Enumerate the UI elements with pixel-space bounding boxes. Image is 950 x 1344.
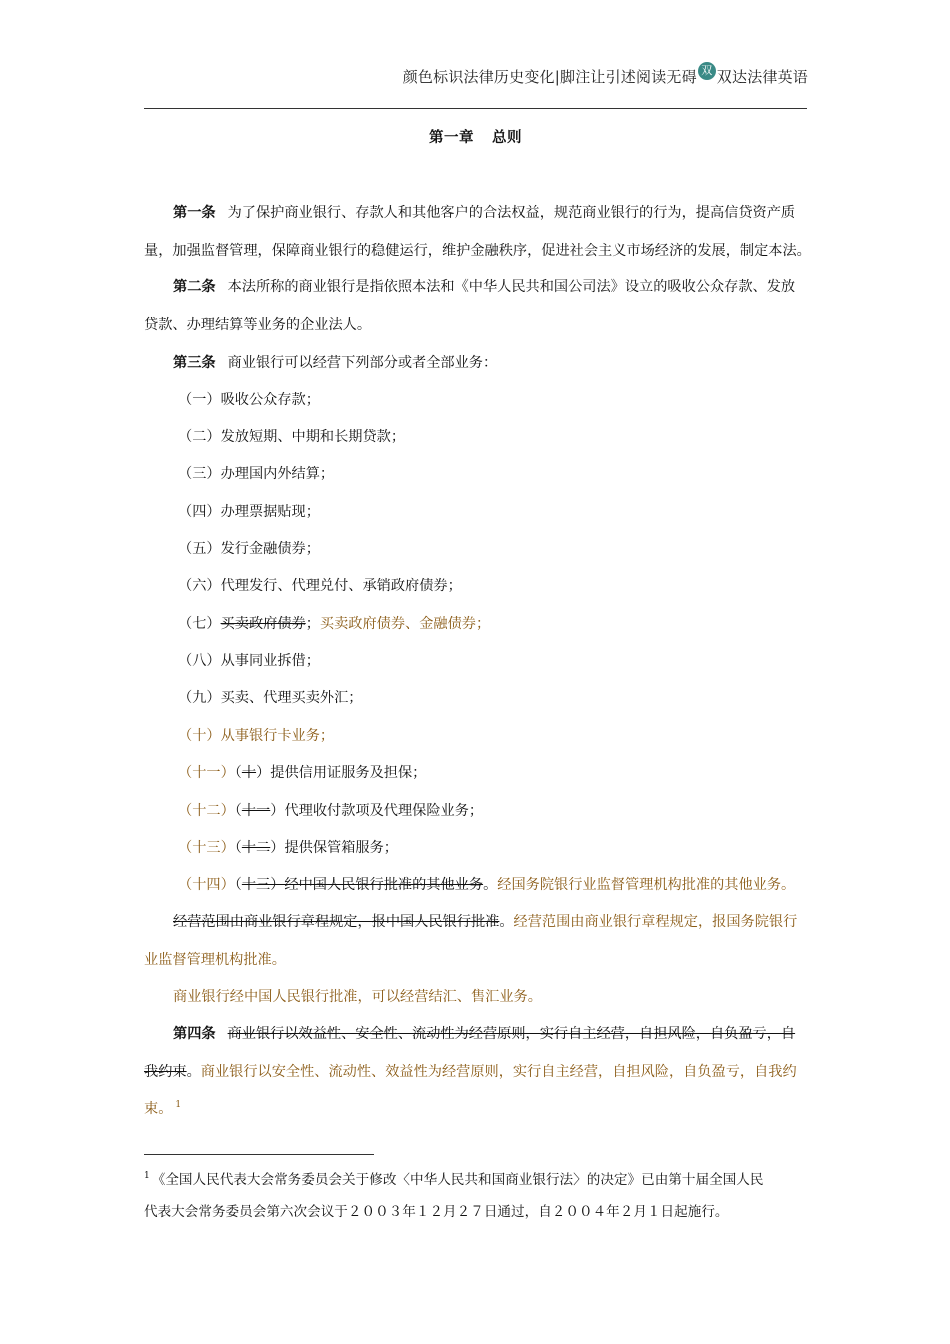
item-12-new-number: （十二） (178, 803, 235, 819)
footnote-line-1 (144, 1168, 807, 1188)
article-2-line-1 (173, 276, 807, 296)
article-4-line-2 (144, 1061, 807, 1081)
item-13-new-number: （十三） (178, 840, 235, 856)
article-1-label: 第一条 (173, 205, 216, 221)
item-4: （四）办理票据贴现； (178, 504, 320, 520)
item-13-old-number: 十二 (241, 840, 271, 856)
item-12-text: ）代理收付款项及代理保险业务； (270, 803, 484, 819)
item-9: （九）买卖、代理买卖外汇； (178, 690, 363, 706)
item-7-deleted: 买卖政府债券 (220, 616, 306, 632)
article-4-deleted-1: 商业银行以效益性、安全性、流动性为经营原则，实行自主经营，自担风险，自负盈亏，自 (227, 1026, 796, 1042)
item-14-sep: 。 (483, 877, 498, 893)
article-2-label: 第二条 (173, 279, 216, 295)
article-4-deleted-2: 我约束 (144, 1064, 187, 1080)
article-3-intro (173, 352, 836, 372)
item-14 (178, 874, 841, 894)
item-6: （六）代理发行、代理兑付、承销政府债券； (178, 578, 462, 594)
shuangda-logo-icon: 双 (698, 62, 716, 80)
item-11-old-number: 十 (241, 765, 257, 781)
scope-line-1 (173, 911, 836, 931)
footnote-rule (144, 1154, 374, 1155)
item-13-text: ）提供保管箱服务； (270, 840, 398, 856)
item-14-new-number: （十四） (178, 877, 235, 893)
item-12 (178, 800, 841, 820)
item-3: （三）办理国内外结算； (178, 466, 335, 482)
item-7 (178, 613, 841, 633)
item-14-added: 经国务院银行业监督管理机构批准的其他业务。 (497, 877, 796, 893)
chapter-number: 第一章 (429, 129, 474, 146)
header-rule (144, 108, 807, 109)
item-5: （五）发行金融债券； (178, 541, 320, 557)
item-11-paren: （ (234, 765, 242, 781)
article-1-line-2: 量，加强监督管理，保障商业银行的稳健运行，维护金融秩序，促进社会主义市场经济的发展，制定本法。 (144, 243, 811, 259)
item-13-paren: （ (234, 840, 242, 856)
article-4-label: 第四条 (173, 1026, 216, 1042)
header-text: 颜色标识法律历史变化|脚注让引述阅读无碍 (402, 68, 697, 86)
page-header (402, 63, 808, 87)
item-11-new-number: （十一） (178, 765, 235, 781)
header-brand: 双达法律英语 (716, 68, 808, 86)
item-7-number: （七） (178, 616, 221, 632)
fx-added: 商业银行经中国人民银行批准，可以经营结汇、售汇业务。 (173, 989, 542, 1005)
scope-deleted: 经营范围由商业银行章程规定，报中国人民银行批准 (173, 914, 500, 930)
article-2-line-2: 贷款、办理结算等业务的企业法人。 (144, 317, 372, 333)
item-2: （二）发放短期、中期和长期贷款； (178, 429, 406, 445)
article-2-text-1: 本法所称的商业银行是指依照本法和《中华人民共和国公司法》设立的吸收公众存款、发放 (227, 279, 796, 295)
scope-line-2: 业监督管理机构批准。 (144, 952, 286, 968)
article-4-added-2: 束。 (144, 1101, 173, 1117)
footnote-line-2: 代表大会常务委员会第六次会议于２００３年１２月２７日通过，自２００４年２月１日起施行。 (144, 1204, 729, 1220)
article-1-line-1 (173, 202, 807, 222)
article-3-intro-text: 商业银行可以经营下列部分或者全部业务： (227, 355, 498, 371)
chapter-heading (144, 126, 807, 147)
item-1: （一）吸收公众存款； (178, 392, 320, 408)
item-12-paren: （ (234, 803, 242, 819)
footnote-reference[interactable]: 1 (175, 1100, 182, 1111)
article-4-line-3 (144, 1098, 807, 1118)
item-11 (178, 762, 841, 782)
item-8: （八）从事同业拆借； (178, 653, 320, 669)
scope-added-1: 经营范围由商业银行章程规定，报国务院银行 (513, 914, 798, 930)
item-12-old-number: 十一 (241, 803, 271, 819)
item-11-text: ）提供信用证服务及担保； (256, 765, 427, 781)
footnote-text-1: 《全国人民代表大会常务委员会关于修改〈中华人民共和国商业银行法〉的决定》已由第十届全国人民 (151, 1172, 764, 1188)
scope-sep: 。 (499, 914, 514, 930)
article-4-sep: 。 (186, 1064, 201, 1080)
item-13 (178, 837, 841, 857)
chapter-title: 总则 (492, 129, 522, 146)
item-14-paren: （ (234, 877, 242, 893)
article-1-text-1: 为了保护商业银行、存款人和其他客户的合法权益，规范商业银行的行为，提高信贷资产质 (227, 205, 796, 221)
item-10-added: （十）从事银行卡业务； (178, 728, 335, 744)
item-14-deleted: 十三）经中国人民银行批准的其他业务 (241, 877, 484, 893)
item-7-added: 买卖政府债券、金融债券； (319, 616, 491, 632)
item-7-sep: ； (305, 616, 320, 632)
footnote-number: 1 (144, 1171, 150, 1182)
article-4-added-1: 商业银行以安全性、流动性、效益性为经营原则，实行自主经营，自担风险，自负盈亏，自我约 (200, 1064, 797, 1080)
article-4-line-1 (173, 1023, 836, 1043)
article-3-label: 第三条 (173, 355, 216, 371)
